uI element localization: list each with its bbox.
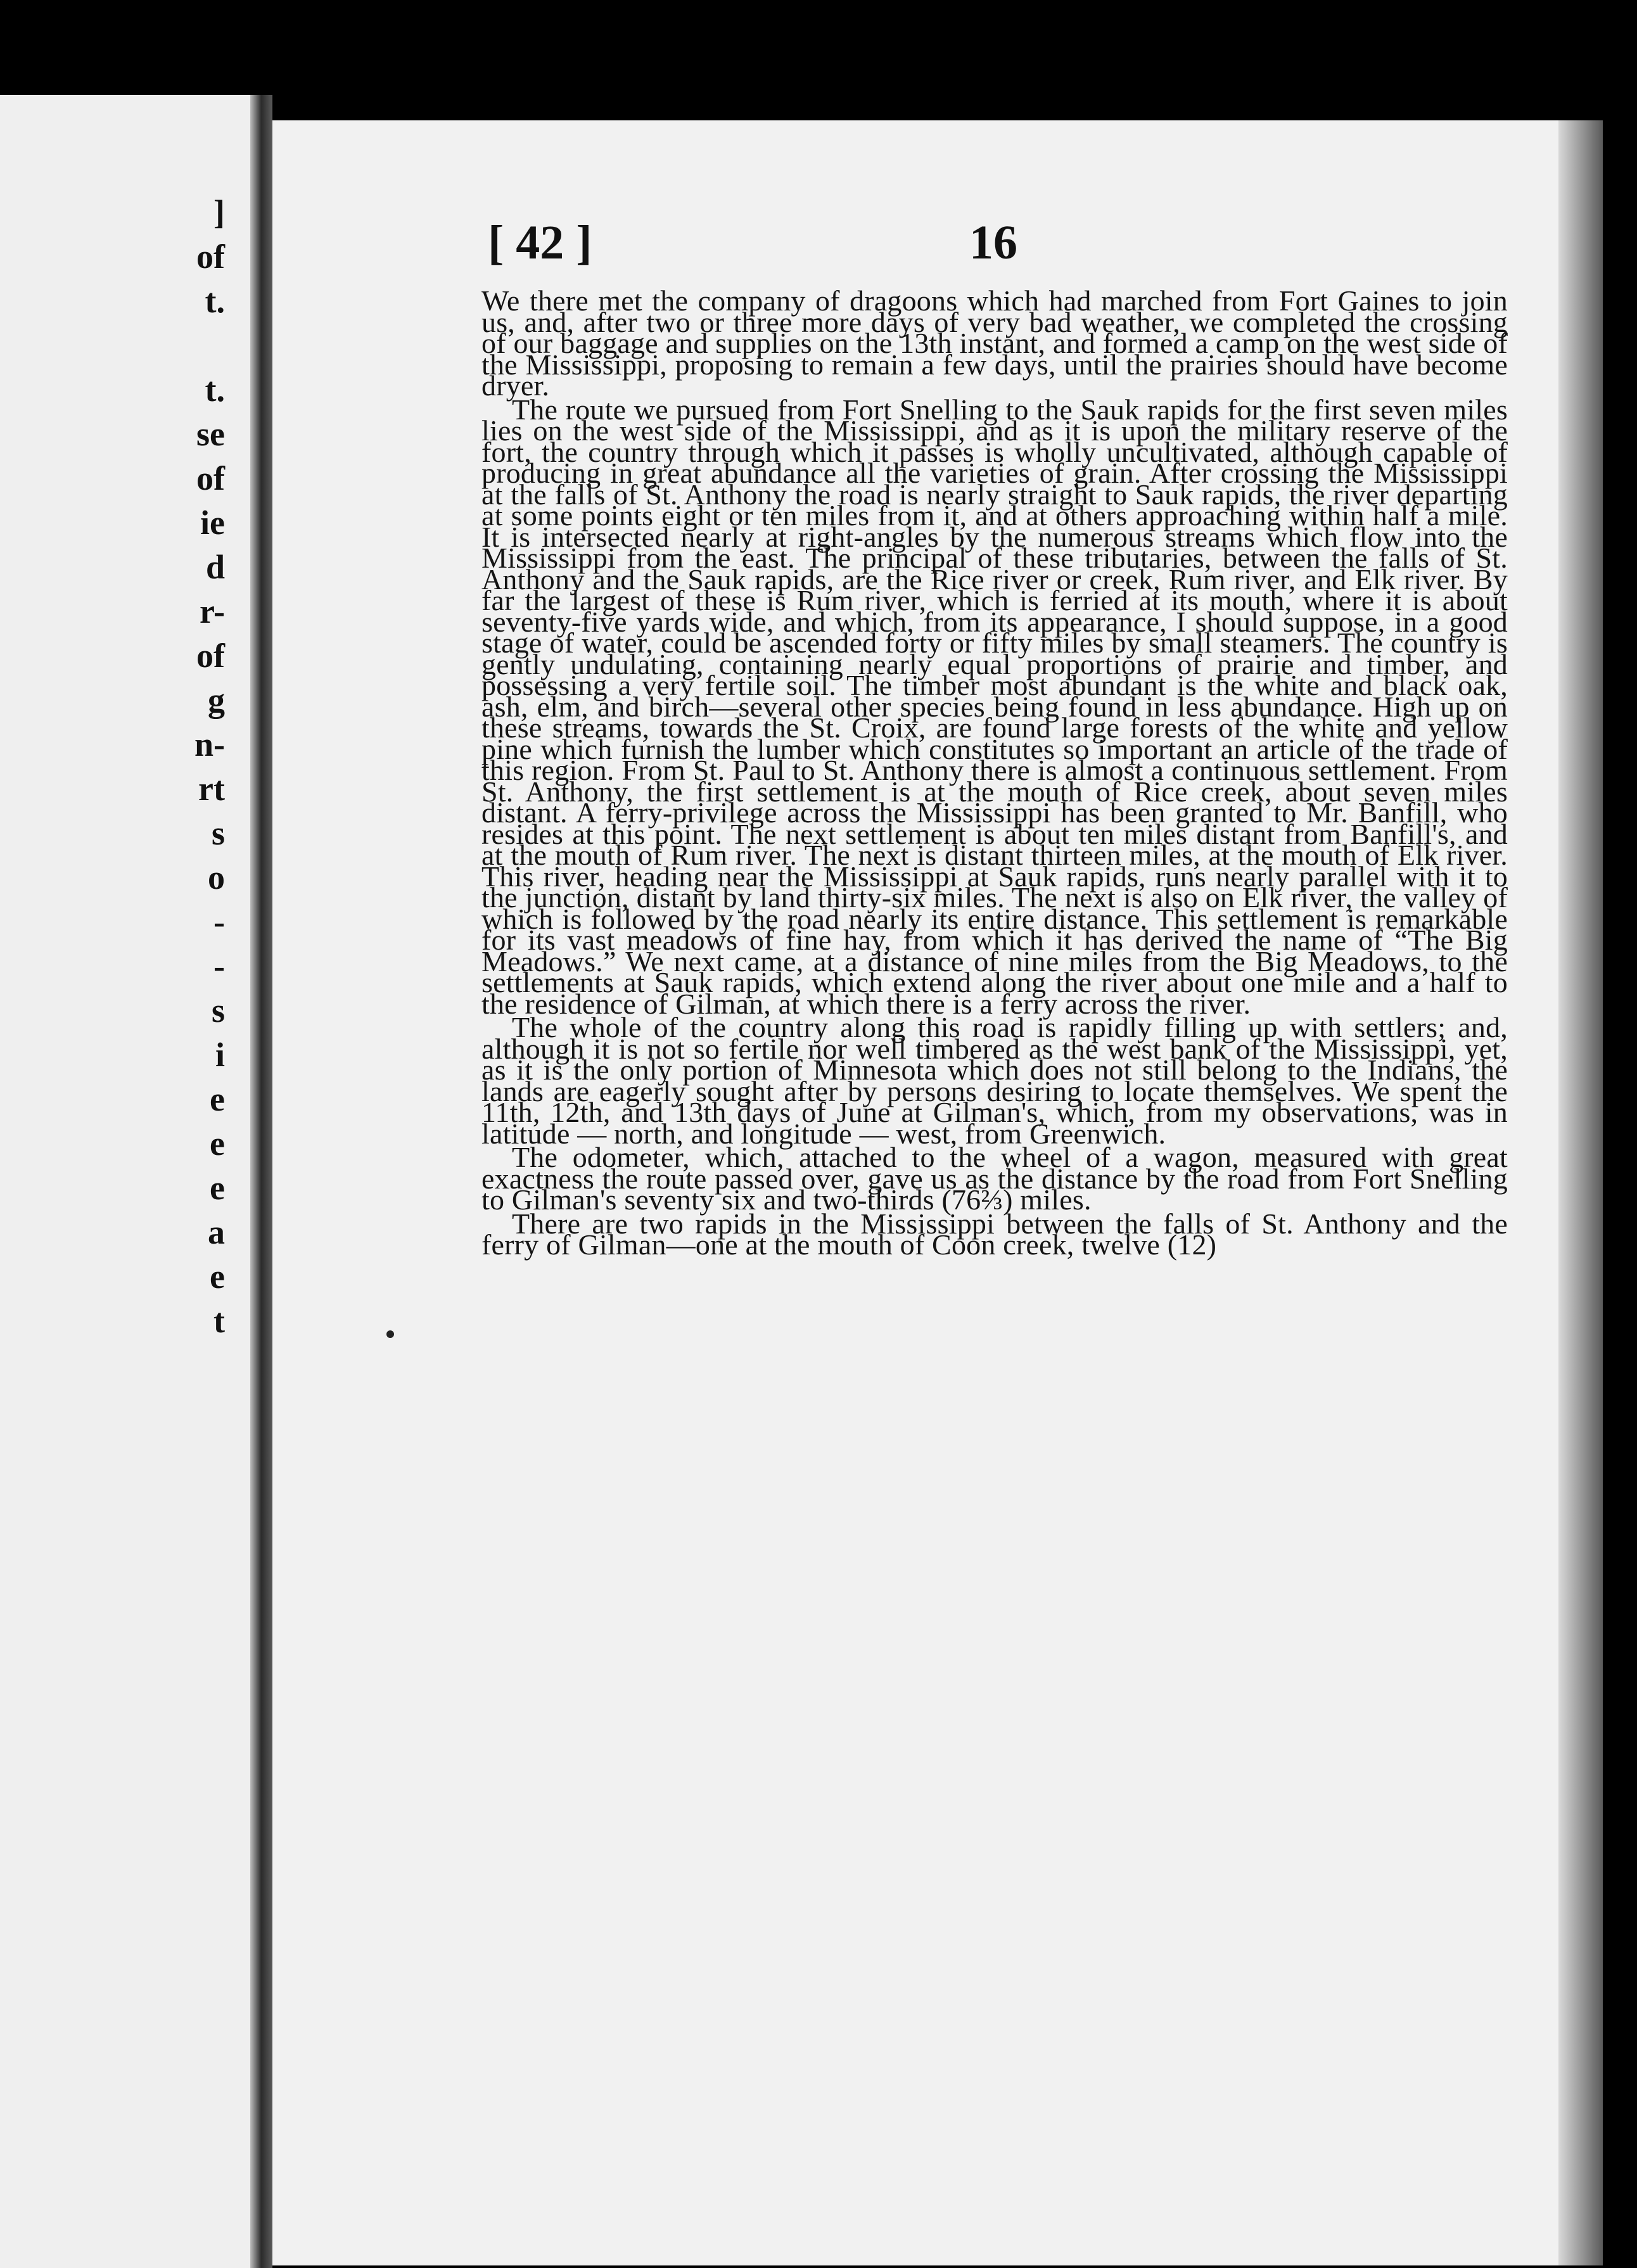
paragraph: There are two rapids in the Mississippi between the falls of St. Anthony and the ferry of Gilman—one at the mouth of Coon creek, twelve (12) (481, 1207, 1508, 1261)
fragment-line: e (210, 1258, 225, 1296)
fragment-line: e (210, 1080, 225, 1118)
book-gutter (250, 95, 272, 2268)
fragment-line: - (213, 947, 225, 985)
fragment-line: e (210, 1169, 225, 1207)
page-fore-edge (1558, 120, 1603, 2265)
fragment-line: t. (205, 371, 225, 409)
fragment-line: o (208, 858, 225, 896)
fragment-line: a (208, 1213, 225, 1251)
fragment-line: t (213, 1302, 225, 1340)
paragraph: The route we pursued from Fort Snelling to the Sauk rapids for the first seven miles lies on the west side of the Mississippi, and as it is upon the military reserve of the fort, the country through which it passes is wholly uncultivated, although capable of producing in great abundance all the varieties of grain. After crossing the Mississippi at the falls of St. Anthony the road is nearly straight to Sauk rapids, the river departing at some points eight or ten miles from it, and at others approaching within half a mile. It is intersected nearly at right-angles by the numerous streams which flow into the Mississippi from the east. The principal of these tributaries, between the falls of St. Anthony and the Sauk rapids, are the Rice river or creek, Rum river, and Elk river. By far the largest of these is Rum river, which is ferried at its mouth, where it is about seventy-five yards wide, and which, from its appearance, I should suppose, in a good stage of water, could be ascended forty or fifty miles by small steamers. The country is gently undulating, containing nearly equal proportions of prairie and timber, and possessing a very fertile soil. The timber most abundant is the white and black oak, ash, elm, and birch—several other species being found in less abundance. High up on these streams, towards the St. Croix, are found large forests of the white and yellow pine which furnish the lumber which constitutes so important an article of the trade of this region. From St. Paul to St. Anthony there is almost a continuous settlement. From St. Anthony, the first settlement is at the mouth of Rice creek, about seven miles distant. A ferry-privilege across the Mississippi has been granted to Mr. Banfill, who resides at this point. The next settlement is about ten miles distant from Banfill's, and at the mouth of Rum river. The next is distant thirteen miles, at the mouth of Elk river. This river, heading near the Mississippi at Sauk rapids, runs nearly parallel with it to the junction, distant by land thirty-six miles. The next is also on Elk river, the valley of which is followed by the road nearly its entire distance. This settlement is remarkable for its vast meadows of fine hay, from which it has derived the name of “The Big Meadows.” We next came, at a distance of nine miles from the Big Meadows, to the settlements at Sauk rapids, which extend along the river about one mile and a half to the residence of Gilman, at which there is a ferry across the river. (481, 393, 1508, 1020)
paragraph: The odometer, which, attached to the wheel of a wagon, measured with great exactness the route passed over, gave us as the distance by the road from Fort Snelling to Gilman's seventy six and two-thirds (76⅔) miles. (481, 1141, 1508, 1216)
fragment-line: - (213, 903, 225, 941)
fragment-line: of (196, 637, 225, 675)
facing-page-edge (0, 95, 250, 2268)
paragraph: The whole of the country along this road is rapidly filling up with settlers; and, although it is not so fertile nor well timbered as the west bank of the Mississippi, yet, as it is the only portion of Minnesota which does not still belong to the Indians, the lands are eagerly sought after by persons desiring to locate themselves. We spent the 11th, 12th, and 13th days of June at Gilman's, which, from my observations, was in latitude — north, and longitude — west, from Greenwich. (481, 1011, 1508, 1150)
original-page-marker: [ 42 ] (488, 216, 592, 269)
page-header (488, 215, 1476, 285)
page-number: 16 (969, 216, 1017, 269)
fragment-line: ] (213, 193, 225, 231)
fragment-line: se (196, 415, 225, 453)
fragment-line: r- (200, 592, 225, 630)
fragment-line: n- (194, 725, 225, 763)
fragment-line: g (208, 681, 225, 719)
margin-dot (386, 1330, 394, 1338)
fragment-line: of (196, 238, 225, 276)
fragment-line (194, 323, 225, 367)
fragment-line: rt (198, 770, 225, 808)
fragment-line: t. (205, 282, 225, 320)
paragraph: We there met the company of dragoons which had marched from Fort Gaines to join us, and, after two or three more days of very bad weather, we completed the crossing of our baggage and supplies on the 13th instant, and formed a camp on the west side of the Mississippi, proposing to remain a few days, until the prairies should have become dryer. (481, 284, 1508, 402)
fragment-line: s (211, 814, 225, 852)
facing-page-text-fragments (194, 190, 225, 1343)
page-body (481, 284, 1508, 1261)
fragment-line: e (210, 1124, 225, 1163)
fragment-line: of (196, 459, 225, 497)
fragment-line: s (211, 991, 225, 1029)
fragment-line: d (205, 548, 225, 586)
book-page (272, 120, 1603, 2265)
fragment-line: i (215, 1036, 225, 1074)
fragment-line: ie (200, 504, 225, 542)
